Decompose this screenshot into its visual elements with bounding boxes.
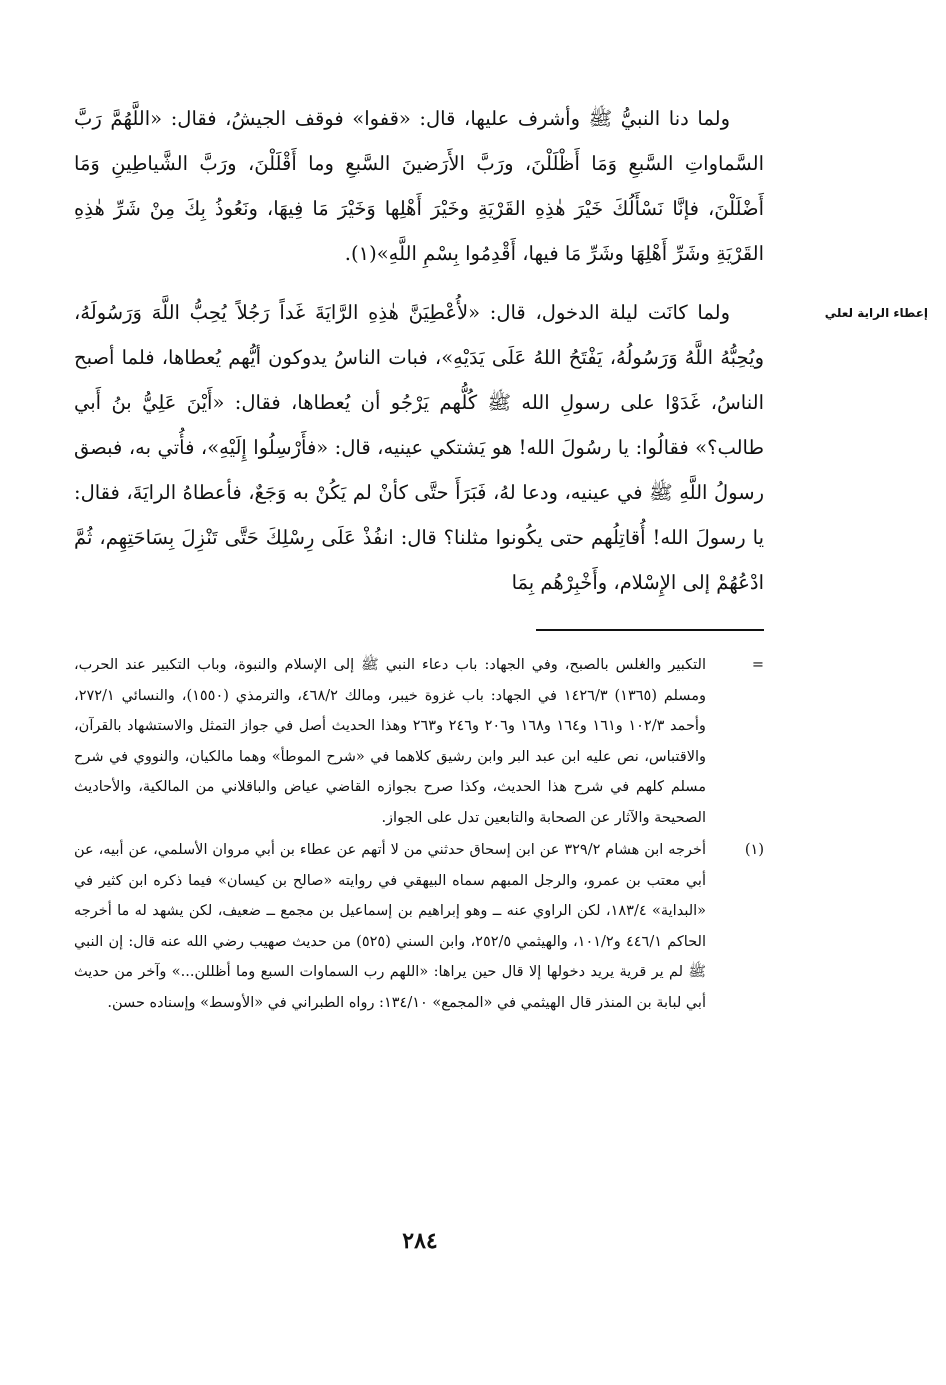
footnote-separator [536, 629, 764, 631]
footnote-marker: = [751, 657, 764, 673]
page-number: ٢٨٤ [402, 1228, 438, 1254]
footnote [74, 835, 764, 1018]
main-text [74, 96, 764, 605]
footnote [74, 650, 764, 833]
margin-note: إعطاء الراية لعلي [824, 306, 928, 320]
main-paragraph: ولما دنا النبيُّ ﷺ وأشرف عليها، قال: «قفوا» فوقف الجيشُ، فقال: «اللَّهُمَّ رَبَّ السَّماواتِ السَّبعِ وَمَا أَظْلَلْنَ، ورَبَّ الأَرَضينَ السَّبعِ وما أَقْلَلْنَ، ورَبَّ الشَّياطِينِ وَمَا أَضْلَلْنَ، فإنَّا نَسْأَلُكَ خَيْرَ هٰذِهِ القَرْيَةِ وخَيْرَ أَهْلِها وَخَيْرَ مَا فِيهَا، ونَعُوذُ بِكَ مِنْ شَرِّ هٰذِهِ القَرْيَةِ وشَرِّ أَهْلِهَا وشَرِّ مَا فيها، أَقْدِمُوا بِسْمِ اللَّهِ»(١). [74, 107, 764, 265]
footnote-text: أخرجه ابن هشام ٣٢٩/٢ عن ابن إسحاق حدثني من لا أتهم عن عطاء بن أبي مروان الأسلمي، عن أبيه، عن أبي معتب بن عمرو، والرجل المبهم سماه البيهقي في روايته «صالح بن كيسان» فيما ذكره ابن كثير في «البداية» ١٨٣/٤، لكن الراوي عنه ــ وهو إبراهيم بن إسماعيل بن مجمع ــ ضعيف، لكن يشهد له ما أخرجه الحاكم ٤٤٦/١ و١٠١/٢، والهيثمي ٢٥٢/٥، وابن السني (٥٢٥) من حديث صهيب رضي الله عنه قال: إن النبي ﷺ لم ير قرية يريد دخولها إلا قال حين يراها: «اللهم رب السماوات السبع وما أظللن...» وآخر من حديث أبي لبابة بن المنذر قال الهيثمي في «المجمع» ١٣٤/١٠: رواه الطبراني في «الأوسط» وإسناده حسن. [74, 842, 707, 1011]
footnote-text: التكبير والغلس بالصبح، وفي الجهاد: باب دعاء النبي ﷺ إلى الإسلام والنبوة، وباب التكبير عند الحرب، ومسلم (١٣٦٥) ١٤٢٦/٣ في الجهاد: باب غزوة خيبر، ومالك ٤٦٨/٢، والترمذي (١٥٥٠)، والنسائي ٢٧٢/١، وأحمد ١٠٢/٣ و١٦١ و١٦٤ و١٦٨ و٢٠٦ و٢٤٦ و٢٦٣ وهذا الحديث أصل في جواز التمثل والاستشهاد بالقرآن، والاقتباس، نص عليه ابن عبد البر وابن رشيق كلاهما في «شرح الموطأ» وهما مالكيان، والنووي في شرح مسلم كلهم في شرح هذا الحديث، وكذا صرح بجوازه القاضي عياض والباقلاني من المالكية، والأحاديث الصحيحة والآثار عن الصحابة والتابعين تدل على الجواز. [74, 657, 706, 826]
footnotes [74, 650, 764, 1020]
main-paragraph: ولما كانَت ليلة الدخول، قال: «لأُعْطِيَنَّ هٰذِهِ الرَّايَةَ غَداً رَجُلاً يُحِبُّ اللَّهَ وَرَسُولَهُ، ويُحِبُّهُ اللَّهُ وَرَسُولُهُ، يَفْتَحُ اللهُ عَلَى يَدَيْهِ»، فبات الناسُ يدوكون أيُّهم يُعطاها، فلما أصبح الناسُ، غَدَوْا على رسولِ الله ﷺ كُلُّهم يَرْجُو أن يُعطاها، فقال: «أَيْنَ عَلِيُّ بنُ أَبي طالب؟» فقالُوا: يا رسُولَ الله! هو يَشتكي عينيه، قال: «فأَرْسِلُوا إِلَيْهِ»، فأُتي به، فبصق رسولُ اللَّهِ ﷺ في عينيه، ودعا لهُ، فَبَرَأَ حتَّى كأنْ لم يَكُنْ به وَجَعٌ، فأعطاهُ الرايَةَ، فقال: يا رسولَ الله! أُقاتِلُهم حتى يكُونوا مثلنا؟ قال: انفُذْ عَلَى رِسْلِكَ حَتَّى تَنْزِلَ بِسَاحَتِهِم، ثُمَّ ادْعُهُمْ إلى الإِسْلام، وأَخْبِرْهُم بِمَا [74, 301, 764, 594]
footnote-marker: (١) [744, 842, 764, 858]
